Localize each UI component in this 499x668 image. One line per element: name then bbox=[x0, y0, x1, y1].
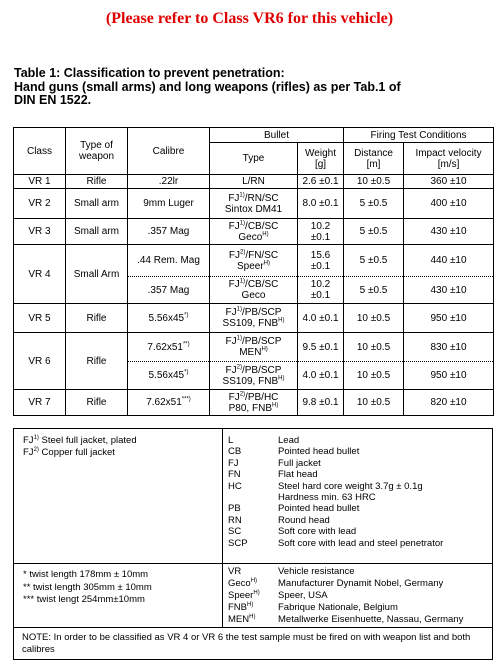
weight-cell: 10.2 ±0.1 bbox=[298, 277, 344, 304]
class-cell: VR 3 bbox=[14, 219, 66, 245]
list-item: CB Pointed head bullet bbox=[228, 446, 360, 458]
type-cell: FJ$^{1)}$/CB/SC Geco$^{H)}$ bbox=[210, 219, 298, 245]
list-item: $MEN^{H)}$ Metallwerke Eisenhuette, Nassau, Germany bbox=[228, 613, 464, 625]
header-firing: Firing Test Conditions bbox=[344, 128, 494, 143]
title-line-1: Table 1: Classification to prevent penetration: bbox=[14, 66, 285, 80]
list-item: Geco$^{H)}$ Manufacturer Dynamit Nobel, Germany bbox=[228, 577, 444, 589]
jacket-notes bbox=[23, 435, 137, 459]
list-item: Hardness min. 63 HRC bbox=[278, 492, 376, 504]
distance-cell: 10 ±0.5 bbox=[344, 390, 404, 416]
calibre-cell: 7.62x51***) bbox=[128, 390, 210, 416]
list-item: FJ Full jacket bbox=[228, 457, 321, 469]
header-type: Type bbox=[210, 143, 298, 175]
type-cell: FJ$^{2)}$/PB/HC P80, $FNB^{H)}$ bbox=[210, 390, 298, 416]
type-cell: FJ$^{2)}$/PB/SCP SS109, $FNB^{H)}$ bbox=[210, 362, 298, 390]
header-weapon: Type of weapon bbox=[66, 128, 128, 175]
list-item: FJ$^{1)}$ Steel full jacket, plated bbox=[23, 434, 137, 446]
list-item: PB Pointed head bullet bbox=[228, 503, 360, 515]
legend-box bbox=[13, 428, 493, 660]
weapon-cell: Small arm bbox=[66, 189, 128, 219]
velocity-cell: 430 ±10 bbox=[404, 277, 494, 304]
list-item: Speer$^{H)}$ Speer, USA bbox=[228, 589, 328, 601]
distance-cell: 10 ±0.5 bbox=[344, 333, 404, 362]
type-cell: FJ$^{1)}$/PB/SCP SS109, $FNB^{H)}$ bbox=[210, 304, 298, 333]
weight-cell: 4.0 ±0.1 bbox=[298, 362, 344, 390]
classification-note: NOTE: In order to be classified as VR 4 or VR 6 the test sample must be fired on with weapon list and both calibres bbox=[22, 632, 471, 655]
table-row bbox=[14, 333, 494, 362]
class-cell: VR 1 bbox=[14, 175, 66, 189]
class-cell: VR 4 bbox=[14, 245, 66, 304]
legend-divider bbox=[14, 627, 492, 628]
distance-cell: 10 ±0.5 bbox=[344, 175, 404, 189]
table-row bbox=[14, 175, 494, 189]
title-line-2: Hand guns (small arms) and long weapons (rifles) as per Tab.1 of bbox=[14, 79, 401, 94]
title-line-3: DIN EN 1522. bbox=[14, 93, 92, 107]
list-item: SCP Soft core with lead and steel penetrator bbox=[228, 537, 444, 549]
distance-cell: 5 ±0.5 bbox=[344, 245, 404, 277]
header-weight: Weight [g] bbox=[298, 143, 344, 175]
table-row bbox=[14, 219, 494, 245]
velocity-cell: 440 ±10 bbox=[404, 245, 494, 277]
table-row bbox=[14, 245, 494, 277]
class-cell: VR 7 bbox=[14, 390, 66, 416]
notice-heading: (Please refer to Class VR6 for this vehicle) bbox=[105, 10, 394, 27]
velocity-cell: 820 ±10 bbox=[404, 390, 494, 416]
calibre-cell: .44 Rem. Mag bbox=[128, 245, 210, 277]
list-item: VR Vehicle resistance bbox=[228, 566, 355, 577]
distance-cell: 10 ±0.5 bbox=[344, 362, 404, 390]
weapon-cell: Small arm bbox=[66, 219, 128, 245]
type-cell: L/RN bbox=[210, 175, 298, 189]
type-cell: FJ$^{1)}$/RN/SC Sintox DM41 bbox=[210, 189, 298, 219]
weapon-cell: Rifle bbox=[66, 304, 128, 333]
velocity-cell: 430 ±10 bbox=[404, 219, 494, 245]
weapon-cell: Rifle bbox=[66, 390, 128, 416]
list-item: HC Steel hard core weight 3.7g ± 0.1g bbox=[228, 480, 423, 492]
list-item: L Lead bbox=[228, 435, 300, 446]
weight-cell: 8.0 ±0.1 bbox=[298, 189, 344, 219]
list-item: FN Flat head bbox=[228, 469, 318, 481]
type-cell: FJ$^{1)}$/PB/SCP $MEN^{H)}$ bbox=[210, 333, 298, 362]
weapon-cell: Rifle bbox=[66, 333, 128, 390]
list-item: FJ$^{2)}$ Copper full jacket bbox=[23, 446, 115, 458]
list-item: SC Soft core with lead bbox=[228, 526, 357, 538]
header-velocity: Impact velocity [m/s] bbox=[404, 143, 494, 175]
type-cell: FJ$^{1)}$/CB/SC Geco bbox=[210, 277, 298, 304]
legend-divider bbox=[14, 563, 492, 564]
list-item: ** twist length 305mm ± 10mm bbox=[23, 581, 152, 593]
weight-cell: 2.6 ±0.1 bbox=[298, 175, 344, 189]
calibre-cell: .357 Mag bbox=[128, 277, 210, 304]
velocity-cell: 400 ±10 bbox=[404, 189, 494, 219]
header-class: Class bbox=[14, 128, 66, 175]
header-distance: Distance [m] bbox=[344, 143, 404, 175]
calibre-cell: 5.56x45*) bbox=[128, 362, 210, 390]
weight-cell: 9.5 ±0.1 bbox=[298, 333, 344, 362]
list-item: RN Round head bbox=[228, 514, 330, 526]
velocity-cell: 830 ±10 bbox=[404, 333, 494, 362]
weapon-cell: Rifle bbox=[66, 175, 128, 189]
weight-cell: 4.0 ±0.1 bbox=[298, 304, 344, 333]
header-bullet: Bullet bbox=[210, 128, 344, 143]
list-item: * twist length 178mm ± 10mm bbox=[23, 569, 149, 580]
distance-cell: 5 ±0.5 bbox=[344, 219, 404, 245]
table-row bbox=[14, 189, 494, 219]
legend-divider bbox=[222, 429, 223, 627]
distance-cell: 5 ±0.5 bbox=[344, 277, 404, 304]
calibre-cell: 7.62x51**) bbox=[128, 333, 210, 362]
class-cell: VR 5 bbox=[14, 304, 66, 333]
list-item: $FNB^{H)}$ Fabrique Nationale, Belgium bbox=[228, 601, 398, 613]
manufacturer-list bbox=[228, 566, 463, 626]
weight-cell: 10.2 ±0.1 bbox=[298, 219, 344, 245]
type-cell: FJ$^{2)}$/FN/SC Speer$^{H)}$ bbox=[210, 245, 298, 277]
table-row bbox=[14, 304, 494, 333]
calibre-cell: 5.56x45*) bbox=[128, 304, 210, 333]
table-row bbox=[14, 390, 494, 416]
class-cell: VR 6 bbox=[14, 333, 66, 390]
velocity-cell: 360 ±10 bbox=[404, 175, 494, 189]
distance-cell: 5 ±0.5 bbox=[344, 189, 404, 219]
calibre-cell: .22lr bbox=[128, 175, 210, 189]
class-cell: VR 2 bbox=[14, 189, 66, 219]
header-calibre: Calibre bbox=[128, 128, 210, 175]
weight-cell: 9.8 ±0.1 bbox=[298, 390, 344, 416]
velocity-cell: 950 ±10 bbox=[404, 362, 494, 390]
table-title bbox=[14, 67, 494, 108]
weapon-cell: Small Arm bbox=[66, 245, 128, 304]
abbreviation-list bbox=[228, 435, 443, 549]
calibre-cell: .357 Mag bbox=[128, 219, 210, 245]
velocity-cell: 950 ±10 bbox=[404, 304, 494, 333]
distance-cell: 10 ±0.5 bbox=[344, 304, 404, 333]
twist-notes bbox=[23, 569, 152, 607]
classification-table bbox=[13, 127, 494, 416]
calibre-cell: 9mm Luger bbox=[128, 189, 210, 219]
weight-cell: 15.6 ±0.1 bbox=[298, 245, 344, 277]
list-item: *** twist lengt 254mm±10mm bbox=[23, 594, 145, 605]
